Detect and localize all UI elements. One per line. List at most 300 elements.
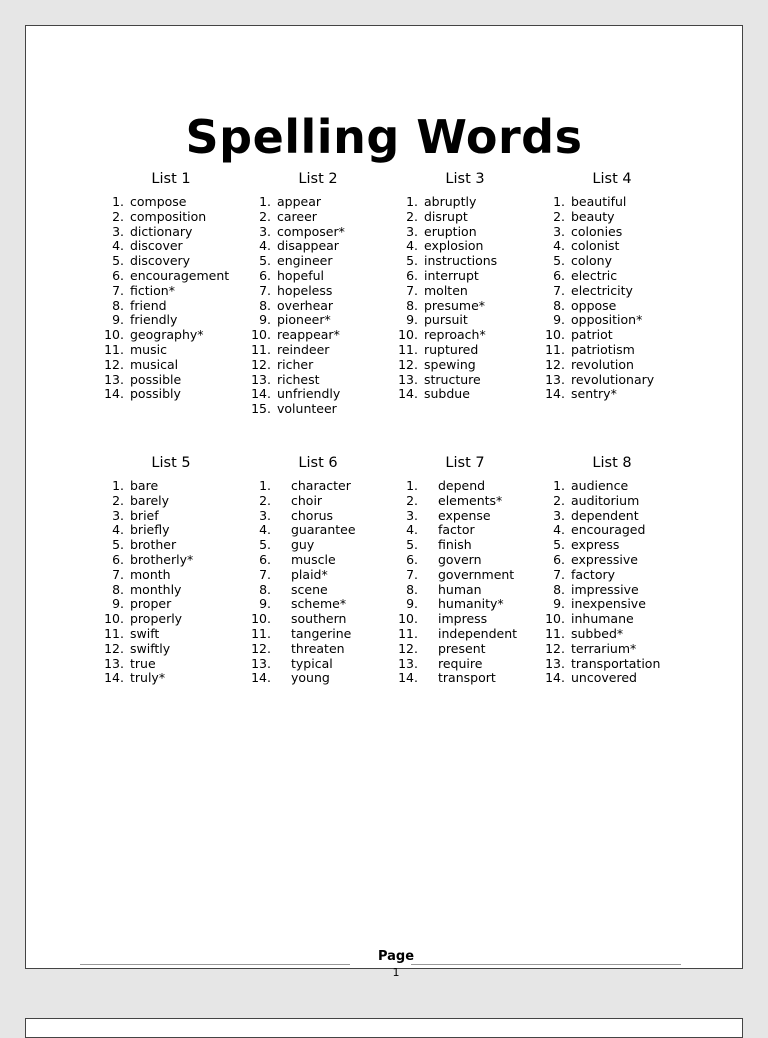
- list-item: [390, 581, 482, 598]
- list-item: [96, 507, 159, 524]
- item-number: 10.: [104, 327, 124, 343]
- list-item: [243, 238, 339, 254]
- item-number: 7.: [553, 282, 565, 298]
- list-item: [243, 478, 351, 494]
- item-number: 7.: [112, 566, 124, 582]
- item-number: 2.: [112, 208, 124, 224]
- list-item: [537, 551, 638, 568]
- list-item: [537, 223, 623, 240]
- item-number: 12.: [104, 640, 124, 656]
- spelling-word: molten: [424, 282, 468, 298]
- list-item: [96, 522, 170, 538]
- item-number: 5.: [259, 537, 271, 553]
- list-item: [390, 386, 470, 402]
- item-number: 12.: [104, 356, 124, 372]
- list-item: [390, 640, 486, 657]
- list-item: [243, 253, 333, 269]
- item-number: 10.: [251, 611, 271, 627]
- list-item: [537, 253, 612, 269]
- spelling-word: beautiful: [571, 194, 627, 209]
- list-item: [390, 492, 503, 509]
- item-number: 5.: [259, 253, 271, 269]
- item-number: 6.: [259, 267, 271, 283]
- item-number: 3.: [406, 223, 418, 239]
- item-number: 9.: [112, 312, 124, 328]
- list-item: [537, 611, 634, 627]
- spelling-word: possibly: [130, 386, 181, 402]
- list-item: [390, 312, 468, 328]
- list-item: [390, 625, 518, 642]
- item-number: 5.: [112, 537, 124, 553]
- list-item: [537, 492, 640, 509]
- list-item: [390, 297, 486, 314]
- item-number: 9.: [112, 596, 124, 612]
- word-list-items: [243, 478, 356, 686]
- list-item: [243, 566, 328, 583]
- list-item: [243, 551, 336, 568]
- item-number: 14.: [398, 670, 418, 686]
- spelling-word: present: [438, 640, 486, 656]
- spelling-word: colonist: [571, 238, 620, 254]
- list-item: [537, 640, 637, 657]
- list-item: [537, 566, 616, 583]
- spelling-word: reindeer: [277, 341, 330, 357]
- item-number: 1.: [259, 478, 271, 493]
- spelling-word: guy: [291, 537, 315, 553]
- list-item: [243, 282, 333, 299]
- list-item: [96, 492, 170, 509]
- item-number: 14.: [251, 670, 271, 686]
- item-number: 3.: [259, 223, 271, 239]
- item-number: 12.: [545, 356, 565, 372]
- item-number: 11.: [251, 341, 271, 357]
- spelling-word: human: [438, 581, 482, 597]
- spelling-word: electricity: [571, 282, 633, 298]
- spelling-word: transport: [438, 670, 496, 686]
- spelling-word: richest: [277, 371, 320, 387]
- spelling-word: instructions: [424, 253, 498, 269]
- list-item: [96, 371, 182, 388]
- item-number: 4.: [259, 238, 271, 254]
- word-list-heading: List 7: [445, 455, 485, 471]
- spelling-word: pursuit: [424, 312, 468, 328]
- spelling-word: bare: [130, 478, 159, 493]
- item-number: 1.: [112, 194, 124, 209]
- list-item: [390, 327, 486, 343]
- page-title: Spelling Words: [185, 110, 583, 164]
- list-item: [390, 566, 515, 583]
- item-number: 11.: [545, 625, 565, 641]
- footer-page-number: 1: [392, 966, 400, 979]
- document-page-2-edge: [25, 1018, 743, 1038]
- list-item: [243, 194, 322, 210]
- list-item: [537, 625, 624, 642]
- item-number: 4.: [553, 522, 565, 538]
- spelling-word: richer: [277, 356, 314, 372]
- spelling-word: electric: [571, 267, 618, 283]
- list-item: [96, 208, 207, 225]
- item-number: 1.: [553, 194, 565, 209]
- item-number: 7.: [406, 282, 418, 298]
- spelling-word: character: [291, 478, 351, 493]
- list-item: [96, 356, 179, 373]
- item-number: 13.: [398, 371, 418, 387]
- item-number: 10.: [398, 611, 418, 627]
- item-number: 11.: [398, 625, 418, 641]
- list-item: [537, 341, 635, 358]
- spelling-word: appear: [277, 194, 322, 209]
- spelling-word: pioneer*: [277, 312, 331, 328]
- item-number: 11.: [545, 341, 565, 357]
- spelling-word: factor: [438, 522, 475, 538]
- word-list-items: [96, 194, 230, 402]
- spelling-word: opposition*: [571, 312, 643, 328]
- word-list-items: [390, 194, 498, 402]
- spelling-word: dictionary: [130, 223, 193, 239]
- item-number: 2.: [406, 208, 418, 224]
- spelling-word: transportation: [571, 655, 661, 671]
- item-number: 6.: [112, 551, 124, 567]
- item-number: 6.: [553, 551, 565, 567]
- list-item: [243, 356, 314, 373]
- item-number: 1.: [406, 194, 418, 209]
- item-number: 4.: [406, 238, 418, 254]
- item-number: 11.: [104, 341, 124, 357]
- list-item: [243, 537, 315, 553]
- item-number: 2.: [553, 492, 565, 508]
- footer-rule-left: [80, 964, 350, 965]
- spelling-word: eruption: [424, 223, 477, 239]
- spelling-word: express: [571, 537, 620, 553]
- word-list-items: [96, 478, 194, 686]
- spelling-word: auditorium: [571, 492, 640, 508]
- spelling-word: volunteer: [277, 401, 337, 417]
- list-item: [243, 312, 331, 328]
- list-item: [390, 341, 479, 358]
- list-item: [390, 371, 481, 388]
- spelling-word: structure: [424, 371, 481, 387]
- spelling-word: inexpensive: [571, 596, 646, 612]
- spelling-word: abruptly: [424, 194, 477, 209]
- list-item: [96, 596, 172, 612]
- list-item: [390, 522, 475, 538]
- list-item: [537, 371, 655, 388]
- list-item: [96, 297, 167, 314]
- list-item: [243, 655, 333, 672]
- spelling-word: monthly: [130, 581, 182, 597]
- spelling-word: humanity*: [438, 596, 504, 612]
- spelling-word: require: [438, 655, 483, 671]
- list-item: [243, 208, 317, 225]
- item-number: 9.: [259, 312, 271, 328]
- word-list-heading: List 4: [592, 171, 632, 187]
- spelling-word: hopeless: [277, 282, 333, 298]
- list-item: [96, 551, 194, 568]
- item-number: 10.: [251, 327, 271, 343]
- list-item: [390, 507, 491, 524]
- item-number: 12.: [251, 640, 271, 656]
- list-item: [243, 670, 330, 686]
- item-number: 12.: [545, 640, 565, 656]
- spelling-word: threaten: [291, 640, 345, 656]
- spelling-word: presume*: [424, 297, 486, 313]
- list-item: [537, 208, 615, 225]
- list-item: [96, 223, 193, 240]
- list-item: [537, 267, 618, 284]
- spelling-word: ruptured: [424, 341, 479, 357]
- item-number: 6.: [406, 551, 418, 567]
- item-number: 4.: [259, 522, 271, 538]
- word-list-heading: List 2: [298, 171, 338, 187]
- list-item: [390, 537, 472, 553]
- spelling-word: choir: [291, 492, 323, 508]
- list-item: [96, 625, 160, 642]
- spelling-word: patriot: [571, 327, 613, 343]
- item-number: 2.: [406, 492, 418, 508]
- list-item: [96, 194, 187, 210]
- list-item: [243, 581, 328, 598]
- item-number: 6.: [259, 551, 271, 567]
- spelling-word: dependent: [571, 507, 639, 523]
- item-number: 9.: [553, 596, 565, 612]
- item-number: 2.: [112, 492, 124, 508]
- list-item: [390, 223, 477, 240]
- item-number: 3.: [406, 507, 418, 523]
- spelling-word: guarantee: [291, 522, 356, 538]
- spelling-word: brotherly*: [130, 551, 194, 567]
- spelling-word: unfriendly: [277, 386, 341, 402]
- item-number: 11.: [251, 625, 271, 641]
- spelling-word: depend: [438, 478, 486, 493]
- list-item: [537, 356, 634, 373]
- item-number: 12.: [398, 356, 418, 372]
- spelling-word: month: [130, 566, 171, 582]
- spelling-word: expressive: [571, 551, 638, 567]
- list-item: [96, 312, 178, 328]
- spelling-word: compose: [130, 194, 187, 209]
- item-number: 7.: [112, 282, 124, 298]
- item-number: 9.: [553, 312, 565, 328]
- item-number: 14.: [398, 386, 418, 402]
- list-item: [390, 267, 479, 284]
- word-list-items: [537, 194, 655, 402]
- spelling-word: disappear: [277, 238, 339, 254]
- list-item: [390, 208, 468, 225]
- list-item: [390, 194, 477, 210]
- spelling-word: impress: [438, 611, 488, 627]
- spelling-word: swiftly: [130, 640, 171, 656]
- item-number: 2.: [259, 492, 271, 508]
- spelling-word: spewing: [424, 356, 476, 372]
- spelling-word: impressive: [571, 581, 639, 597]
- spelling-word: revolutionary: [571, 371, 655, 387]
- item-number: 10.: [104, 611, 124, 627]
- spelling-word: barely: [130, 492, 170, 508]
- item-number: 5.: [553, 537, 565, 553]
- item-number: 7.: [259, 566, 271, 582]
- spelling-word: hopeful: [277, 267, 324, 283]
- list-item: [537, 282, 633, 299]
- spelling-word: friendly: [130, 312, 178, 328]
- list-item: [537, 537, 620, 553]
- item-number: 1.: [112, 478, 124, 493]
- list-item: [96, 670, 166, 686]
- item-number: 8.: [553, 581, 565, 597]
- spelling-word: muscle: [291, 551, 336, 567]
- spelling-word: reappear*: [277, 327, 340, 343]
- item-number: 7.: [406, 566, 418, 582]
- list-item: [243, 371, 320, 388]
- item-number: 6.: [112, 267, 124, 283]
- list-item: [537, 312, 643, 328]
- item-number: 12.: [398, 640, 418, 656]
- item-number: 12.: [251, 356, 271, 372]
- word-list-heading: List 8: [592, 455, 632, 471]
- item-number: 11.: [104, 625, 124, 641]
- list-item: [390, 655, 483, 672]
- spelling-word: scheme*: [291, 596, 347, 612]
- item-number: 13.: [545, 371, 565, 387]
- item-number: 7.: [259, 282, 271, 298]
- list-item: [96, 267, 230, 284]
- item-number: 8.: [406, 297, 418, 313]
- spelling-word: possible: [130, 371, 182, 387]
- list-item: [537, 655, 661, 672]
- list-item: [243, 492, 323, 509]
- item-number: 8.: [406, 581, 418, 597]
- spelling-word: encouragement: [130, 267, 230, 283]
- spelling-word: geography*: [130, 327, 204, 343]
- footer-rule-right: [411, 964, 681, 965]
- word-list-items: [243, 194, 345, 417]
- list-item: [390, 282, 468, 299]
- spelling-word: truly*: [130, 670, 166, 686]
- list-item: [243, 223, 345, 240]
- spelling-word: briefly: [130, 522, 170, 538]
- spelling-word: expense: [438, 507, 491, 523]
- item-number: 6.: [553, 267, 565, 283]
- list-item: [390, 551, 482, 568]
- list-item: [537, 670, 637, 686]
- spelling-word: music: [130, 341, 167, 357]
- spelling-word: subbed*: [571, 625, 624, 641]
- item-number: 1.: [259, 194, 271, 209]
- word-list-heading: List 3: [445, 171, 485, 187]
- spelling-word: factory: [571, 566, 616, 582]
- item-number: 13.: [104, 655, 124, 671]
- list-item: [243, 611, 347, 627]
- item-number: 1.: [406, 478, 418, 493]
- list-item: [537, 297, 617, 314]
- item-number: 15.: [251, 401, 271, 417]
- list-item: [96, 386, 181, 402]
- item-number: 9.: [406, 312, 418, 328]
- spelling-word: explosion: [424, 238, 484, 254]
- spelling-word: sentry*: [571, 386, 617, 402]
- item-number: 3.: [553, 223, 565, 239]
- document-page-1: [25, 25, 743, 979]
- spelling-word: patriotism: [571, 341, 635, 357]
- word-list-heading: List 6: [298, 455, 338, 471]
- item-number: 10.: [545, 327, 565, 343]
- list-item: [243, 640, 345, 657]
- spelling-word: inhumane: [571, 611, 634, 627]
- spelling-word: engineer: [277, 253, 333, 269]
- list-item: [243, 522, 356, 538]
- list-item: [96, 282, 175, 299]
- item-number: 14.: [104, 670, 124, 686]
- spelling-word: discover: [130, 238, 183, 254]
- list-item: [390, 356, 476, 373]
- item-number: 13.: [545, 655, 565, 671]
- spelling-word: brother: [130, 537, 177, 553]
- spelling-word: finish: [438, 537, 472, 553]
- spelling-word: colony: [571, 253, 612, 269]
- word-list-items: [537, 478, 661, 686]
- spelling-word: revolution: [571, 356, 634, 372]
- item-number: 11.: [398, 341, 418, 357]
- item-number: 6.: [406, 267, 418, 283]
- spelling-word: beauty: [571, 208, 615, 224]
- item-number: 7.: [553, 566, 565, 582]
- list-item: [96, 253, 191, 269]
- list-item: [96, 581, 182, 598]
- spelling-word: colonies: [571, 223, 623, 239]
- list-item: [537, 596, 646, 612]
- spelling-word: discovery: [130, 253, 191, 269]
- spelling-word: plaid*: [291, 566, 328, 582]
- list-item: [537, 581, 639, 598]
- list-item: [96, 537, 177, 553]
- list-item: [243, 386, 341, 402]
- spelling-word: properly: [130, 611, 183, 627]
- item-number: 14.: [545, 670, 565, 686]
- list-item: [96, 478, 159, 494]
- spelling-word: disrupt: [424, 208, 468, 224]
- item-number: 14.: [251, 386, 271, 402]
- list-item: [96, 341, 167, 358]
- item-number: 8.: [112, 297, 124, 313]
- list-item: [243, 297, 334, 314]
- item-number: 8.: [259, 297, 271, 313]
- list-item: [390, 238, 484, 254]
- word-list-heading: List 5: [151, 455, 191, 471]
- list-item: [243, 507, 334, 524]
- spelling-word: musical: [130, 356, 179, 372]
- list-item: [243, 327, 340, 343]
- item-number: 13.: [104, 371, 124, 387]
- item-number: 14.: [104, 386, 124, 402]
- list-item: [537, 507, 639, 524]
- list-item: [96, 238, 183, 254]
- spelling-word: composition: [130, 208, 207, 224]
- item-number: 3.: [112, 507, 124, 523]
- word-list-heading: List 1: [151, 171, 191, 187]
- list-item: [96, 327, 204, 343]
- spelling-word: terrarium*: [571, 640, 637, 656]
- list-item: [537, 238, 620, 254]
- spelling-word: tangerine: [291, 625, 352, 641]
- list-item: [390, 596, 504, 612]
- item-number: 3.: [112, 223, 124, 239]
- list-item: [537, 522, 646, 538]
- spelling-word: proper: [130, 596, 172, 612]
- spelling-word: true: [130, 655, 156, 671]
- spelling-word: subdue: [424, 386, 470, 402]
- item-number: 3.: [259, 507, 271, 523]
- spelling-word: typical: [291, 655, 333, 671]
- item-number: 14.: [545, 386, 565, 402]
